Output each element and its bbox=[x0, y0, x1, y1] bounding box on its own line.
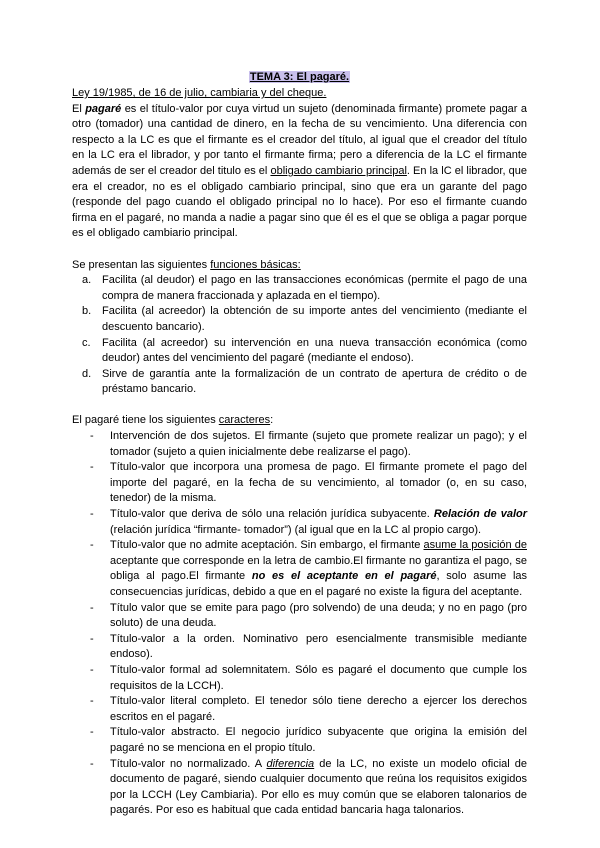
intro-text-3: . En la lC el librador, que era el creador, no es el obligado cambiario principal, sino que era un garante del pago (responde del pago cuando el obligado principal no lo hace). Por eso el firmante cuando firma en el pagaré, no manda a nadie a pagar sino que él es el que se obliga a pagar porque es el obligado cambiario principal. bbox=[72, 164, 527, 240]
funciones-lead-underlined: funciones básicas: bbox=[210, 258, 301, 271]
list-item-text bbox=[110, 757, 527, 819]
list-marker: - bbox=[90, 430, 94, 443]
intro-term-obligado: obligado cambiario principal bbox=[270, 164, 407, 177]
list-item bbox=[72, 507, 527, 538]
funciones-lead bbox=[72, 258, 527, 274]
list-item-text: Título-valor que incorpora una promesa de pago. El firmante promete el pago del importe del pagaré, en la fecha de su vencimiento, al tomador (o, en su caso, tenedor) de la misma. bbox=[110, 461, 527, 505]
list-item-text: Título-valor formal ad solemnitatem. Sólo es pagaré el documento que cumple los requisitos de la LCCH). bbox=[110, 663, 527, 692]
term-asume-posicion: asume la posición de bbox=[423, 539, 527, 552]
list-item bbox=[72, 429, 527, 460]
text-run: (relación jurídica “firmante- tomador”) (al igual que en la LC al propio cargo). bbox=[110, 523, 482, 536]
list-marker: b. bbox=[82, 305, 92, 318]
list-item bbox=[72, 304, 527, 335]
text-run: Título-valor que no admite aceptación. Sin embargo, el firmante bbox=[110, 539, 424, 552]
list-item-text: Facilita (al deudor) el pago en las transacciones económicas (permite el pago de una compra de manera fraccionada y aplazada en el tiempo). bbox=[102, 274, 527, 302]
text-run: , solo asume las consecuencias jurídicas, debido a que en el pagaré no existe la figura del aceptante. bbox=[110, 570, 528, 598]
intro-paragraph bbox=[72, 102, 527, 242]
text-run: de la LC, no existe un modelo oficial de documento de pagaré, siendo cualquier documento que reúna los requisitos exigidos por la LCCH (Ley Cambiaria). Por ello es muy común que se elaboren talonarios de pagarés. Por eso es habitual que cada entidad bancaria haga talonarios. bbox=[110, 757, 528, 817]
list-item bbox=[72, 601, 527, 632]
list-item-text bbox=[110, 507, 527, 538]
list-marker: - bbox=[90, 695, 94, 708]
list-item-text: Título valor que se emite para pago (pro solvendo) de una deuda; y no en pago (pro soluto) de una deuda. bbox=[110, 601, 527, 630]
list-item bbox=[72, 725, 527, 756]
intro-term-pagare: pagaré bbox=[85, 102, 122, 115]
list-marker: - bbox=[90, 461, 94, 474]
list-item bbox=[72, 663, 527, 694]
list-marker: - bbox=[90, 726, 94, 739]
list-item bbox=[72, 460, 527, 507]
spacer bbox=[72, 398, 527, 414]
list-item-text: Sirve de garantía ante la formalización de un contrato de apertura de crédito o de préstamo bancario. bbox=[102, 367, 527, 396]
caracteres-lead bbox=[72, 413, 527, 429]
list-item bbox=[72, 694, 527, 725]
term-diferencia: diferencia bbox=[266, 757, 315, 770]
list-item-text bbox=[110, 538, 527, 600]
text-run: aceptante que corresponde en la letra de cambio.El firmante no garantiza el pago, se obliga al pago.El firmante bbox=[110, 554, 527, 583]
term-no-aceptante: no es el aceptante en el pagaré bbox=[251, 570, 437, 583]
list-item bbox=[72, 367, 527, 398]
funciones-list bbox=[72, 273, 527, 398]
list-marker: - bbox=[90, 757, 94, 770]
text-run: Título-valor que deriva de sólo una relación jurídica subyacente. bbox=[110, 508, 434, 521]
list-item-text: Título-valor literal completo. El tenedor sólo tiene derecho a ejercer los derechos escritos en el pagaré. bbox=[110, 695, 527, 723]
caracteres-list bbox=[72, 429, 527, 819]
text-run: Título-valor no normalizado. A bbox=[110, 757, 267, 770]
list-item bbox=[72, 757, 527, 819]
list-marker: - bbox=[90, 663, 94, 676]
intro-text-2: es el título-valor por cuya virtud un sujeto (denominada firmante) promete pagar a otro (tomador) una cantidad de dinero, en la fecha de su vencimiento. Una diferencia con respecto a la LC es que el firmante es el creador del título, al igual que el creador del título en la LC era el librador, y por tanto el firmante firma; pero a diferencia de la LC el firmante además de ser el creador del titulo es el bbox=[72, 102, 527, 177]
list-marker: - bbox=[90, 508, 94, 521]
caracteres-lead-end: : bbox=[270, 414, 274, 427]
list-item bbox=[72, 538, 527, 600]
list-item bbox=[72, 336, 527, 367]
term-relacion-de-valor: Relación de valor bbox=[433, 508, 527, 521]
list-item-text: Facilita (al acreedor) la obtención de su importe antes del vencimiento (mediante el descuento bancario). bbox=[102, 305, 527, 333]
intro-text-1: El bbox=[72, 102, 86, 115]
list-item-text: Título-valor a la orden. Nominativo pero esencialmente transmisible mediante endoso). bbox=[110, 632, 527, 661]
caracteres-lead-underlined: caracteres bbox=[218, 414, 271, 427]
list-item-text: Título-valor abstracto. El negocio jurídico subyacente que origina la emisión del pagaré no se menciona en el propio título. bbox=[110, 726, 527, 754]
list-item-text: Intervención de dos sujetos. El firmante (sujeto que promete realizar un pago); y el tomador (sujeto a quien inicialmente debe realizarse el pago). bbox=[110, 430, 527, 458]
spacer bbox=[72, 242, 527, 258]
list-marker: - bbox=[90, 539, 94, 552]
list-marker: c. bbox=[82, 336, 91, 349]
list-marker: - bbox=[90, 601, 94, 614]
list-item bbox=[72, 632, 527, 663]
document-page bbox=[72, 70, 527, 819]
title-block bbox=[72, 70, 527, 86]
list-marker: - bbox=[90, 632, 94, 645]
list-marker: d. bbox=[82, 367, 92, 380]
list-item-text: Facilita (al acreedor) su intervención en una nueva transacción económica (como deudor) antes del vencimiento del pagaré (mediante el endoso). bbox=[102, 336, 527, 365]
list-marker: a. bbox=[82, 274, 92, 287]
list-item bbox=[72, 273, 527, 304]
page-title: TEMA 3: El pagaré. bbox=[249, 71, 350, 83]
caracteres-lead-text: El pagaré tiene los siguientes bbox=[72, 414, 219, 427]
funciones-lead-text: Se presentan las siguientes bbox=[72, 258, 211, 271]
law-reference: Ley 19/1985, de 16 de julio, cambiaria y del cheque. bbox=[72, 87, 327, 99]
